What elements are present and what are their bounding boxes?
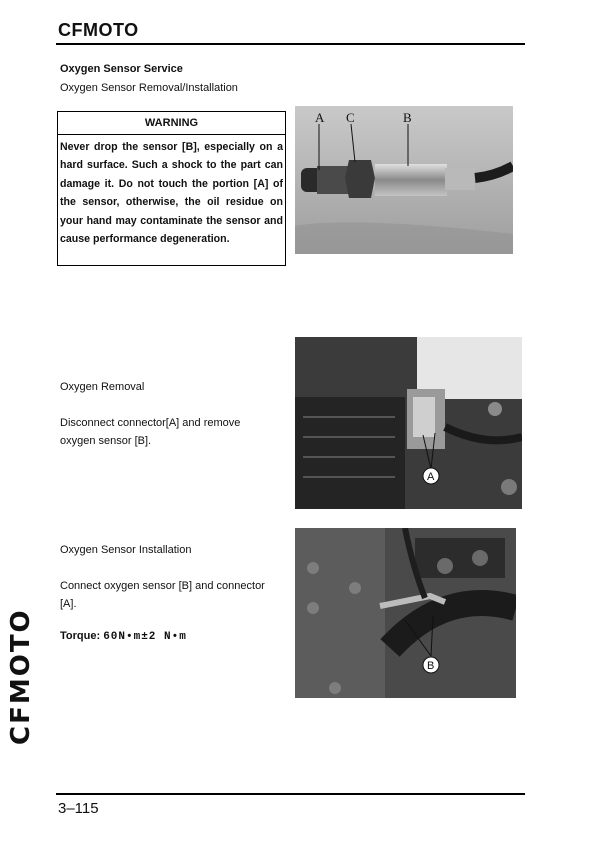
footer-rule xyxy=(56,793,525,795)
page-number: 3–115 xyxy=(58,800,99,817)
installation-callout-b: B xyxy=(427,660,435,672)
warning-heading: WARNING xyxy=(58,112,285,135)
warning-box xyxy=(57,111,286,266)
installation-heading: Oxygen Sensor Installation xyxy=(60,544,192,556)
installation-instruction: Connect oxygen sensor [B] and connector [A]. xyxy=(60,580,265,610)
removal-photo xyxy=(295,337,522,509)
removal-callout-a: A xyxy=(427,471,435,483)
torque-label: Torque: xyxy=(60,630,101,642)
header-rule xyxy=(56,43,525,45)
callout-c: C xyxy=(346,110,355,125)
torque-spec xyxy=(60,630,187,643)
callout-b: B xyxy=(403,110,412,125)
torque-value: 60N•m±2 N•m xyxy=(103,631,187,643)
section-title: Oxygen Sensor Service xyxy=(60,63,183,75)
removal-heading: Oxygen Removal xyxy=(60,381,145,393)
warning-text: Never drop the sensor [B], especially on a hard surface. Such a shock to the part can damage it. Do not touch the portion [A] of the sensor, otherwise, the oil residue on your hand may contaminate the sensor and cause performance degeneration. xyxy=(60,141,283,246)
callout-a: A xyxy=(315,110,325,125)
header-brand: CFMOTO xyxy=(58,20,139,40)
removal-instruction: Disconnect connector[A] and remove oxygen sensor [B]. xyxy=(60,417,241,447)
installation-photo xyxy=(295,528,516,698)
section-subtitle: Oxygen Sensor Removal/Installation xyxy=(60,82,238,94)
side-brand-logo: CFMOTO xyxy=(6,608,36,745)
sensor-photo xyxy=(295,106,513,254)
